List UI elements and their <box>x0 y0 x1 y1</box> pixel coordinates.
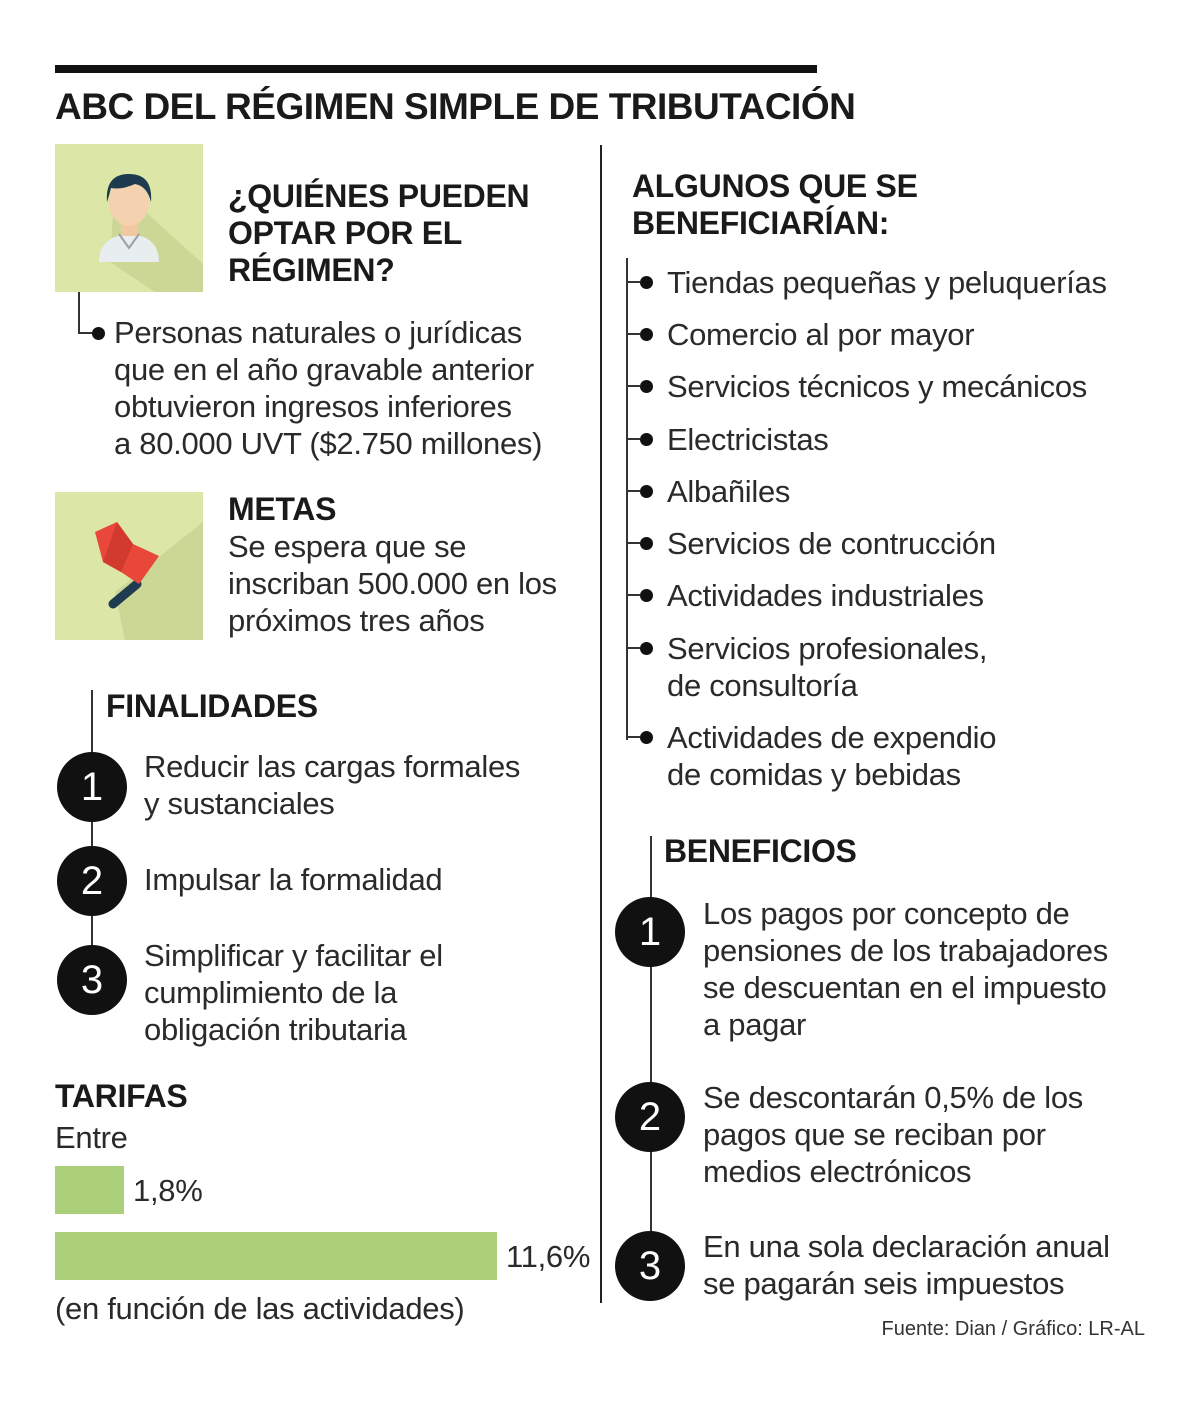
person-icon <box>55 144 203 292</box>
beneficios-heading: BENEFICIOS <box>664 833 857 869</box>
list-item <box>667 316 974 353</box>
beneficio-line: En una sola declaración anual <box>703 1229 1110 1264</box>
bullet-dot <box>640 433 653 446</box>
bullet-dot <box>640 731 653 744</box>
finalidad-line: Reducir las cargas formales <box>144 749 521 784</box>
beneficio-text <box>703 1079 1083 1190</box>
bullet-dot <box>640 328 653 341</box>
top-rule <box>55 65 817 73</box>
bullet-dot <box>640 537 653 550</box>
quienes-text <box>114 314 542 462</box>
metas-heading: METAS <box>228 491 337 527</box>
list-item-line: Albañiles <box>667 474 791 509</box>
metas-text <box>228 528 557 639</box>
list-tick <box>626 736 640 738</box>
page-title: ABC DEL RÉGIMEN SIMPLE DE TRIBUTACIÓN <box>55 86 856 127</box>
beneficio-line: a pagar <box>703 1007 807 1042</box>
quienes-text-line: obtuvieron ingresos inferiores <box>114 389 512 424</box>
finalidad-line: y sustanciales <box>144 786 335 821</box>
quienes-heading-line: RÉGIMEN? <box>228 252 395 288</box>
metas-text-line: próximos tres años <box>228 603 485 638</box>
list-tick <box>626 647 640 649</box>
list-tick <box>626 594 640 596</box>
beneficio-line: Se descontarán 0,5% de los <box>703 1080 1083 1115</box>
list-tick <box>626 281 640 283</box>
bullet-dot <box>640 276 653 289</box>
finalidad-line: cumplimiento de la <box>144 975 398 1010</box>
column-divider <box>600 145 602 1303</box>
number-badge: 2 <box>57 846 127 916</box>
list-item-line: Comercio al por mayor <box>667 317 975 352</box>
beneficio-line: se descuentan en el impuesto <box>703 970 1107 1005</box>
list-item-line: de consultoría <box>667 668 858 703</box>
list-item <box>667 421 828 458</box>
quienes-heading <box>228 178 529 289</box>
finalidad-text <box>144 748 520 822</box>
quienes-heading-line: ¿QUIÉNES PUEDEN <box>228 178 530 214</box>
quienes-text-line: Personas naturales o jurídicas <box>114 315 523 350</box>
finalidad-text <box>144 861 442 898</box>
beneficiarios-heading <box>632 168 918 242</box>
rate-label-max: 11,6% <box>506 1239 591 1274</box>
list-tick <box>626 385 640 387</box>
list-tick <box>626 542 640 544</box>
beneficio-line: Los pagos por concepto de <box>703 896 1070 931</box>
finalidad-line: Impulsar la formalidad <box>144 862 443 897</box>
list-item <box>667 525 996 562</box>
list-item-line: Actividades industriales <box>667 578 984 613</box>
flag-icon <box>55 492 203 640</box>
list-item-line: Tiendas pequeñas y peluquerías <box>667 265 1107 300</box>
quienes-text-line: que en el año gravable anterior <box>114 352 534 387</box>
bullet-dot <box>640 642 653 655</box>
beneficio-text <box>703 1228 1110 1302</box>
finalidades-heading: FINALIDADES <box>106 688 318 724</box>
list-item <box>667 264 1107 301</box>
list-tick <box>626 490 640 492</box>
beneficio-line: se pagarán seis impuestos <box>703 1266 1065 1301</box>
beneficio-text <box>703 895 1108 1043</box>
rate-bar-max <box>55 1232 497 1280</box>
list-tick <box>626 438 640 440</box>
metas-text-line: Se espera que se <box>228 529 467 564</box>
number-badge: 1 <box>57 752 127 822</box>
timeline-line <box>91 690 93 980</box>
list-item-line: Servicios profesionales, <box>667 631 988 666</box>
finalidad-text <box>144 937 443 1048</box>
finalidad-line: obligación tributaria <box>144 1012 407 1047</box>
number-badge: 3 <box>57 945 127 1015</box>
list-item <box>667 473 790 510</box>
beneficio-line: pensiones de los trabajadores <box>703 933 1108 968</box>
number-badge: 2 <box>615 1082 685 1152</box>
bullet-dot <box>640 589 653 602</box>
tarifas-note: (en función de las actividades) <box>55 1291 465 1326</box>
quienes-text-line: a 80.000 UVT ($2.750 millones) <box>114 426 543 461</box>
beneficiarios-heading-line: ALGUNOS QUE SE <box>632 168 918 204</box>
number-badge: 3 <box>615 1231 685 1301</box>
list-item <box>667 368 1087 405</box>
quienes-heading-line: OPTAR POR EL <box>228 215 463 251</box>
bullet-dot <box>640 380 653 393</box>
list-item-line: Servicios técnicos y mecánicos <box>667 369 1087 404</box>
connector-line <box>78 292 80 334</box>
source-credit: Fuente: Dian / Gráfico: LR-AL <box>881 1318 1145 1340</box>
metas-text-line: inscriban 500.000 en los <box>228 566 557 601</box>
list-item-line: Electricistas <box>667 422 829 457</box>
list-item-line: Servicios de contrucción <box>667 526 996 561</box>
beneficio-line: medios electrónicos <box>703 1154 972 1189</box>
tarifas-intro: Entre <box>55 1120 128 1155</box>
number-badge: 1 <box>615 897 685 967</box>
list-item <box>667 719 996 793</box>
beneficio-line: pagos que se reciban por <box>703 1117 1046 1152</box>
rate-bar-min <box>55 1166 124 1214</box>
beneficiarios-heading-line: BENEFICIARÍAN: <box>632 205 890 241</box>
list-item-line: de comidas y bebidas <box>667 757 961 792</box>
tarifas-heading: TARIFAS <box>55 1078 188 1114</box>
list-item <box>667 577 984 614</box>
bullet-dot <box>92 327 105 340</box>
list-connector-line <box>626 258 628 740</box>
rate-label-min: 1,8% <box>133 1173 203 1208</box>
list-tick <box>626 333 640 335</box>
list-item <box>667 630 987 704</box>
finalidad-line: Simplificar y facilitar el <box>144 938 443 973</box>
bullet-dot <box>640 485 653 498</box>
list-item-line: Actividades de expendio <box>667 720 997 755</box>
